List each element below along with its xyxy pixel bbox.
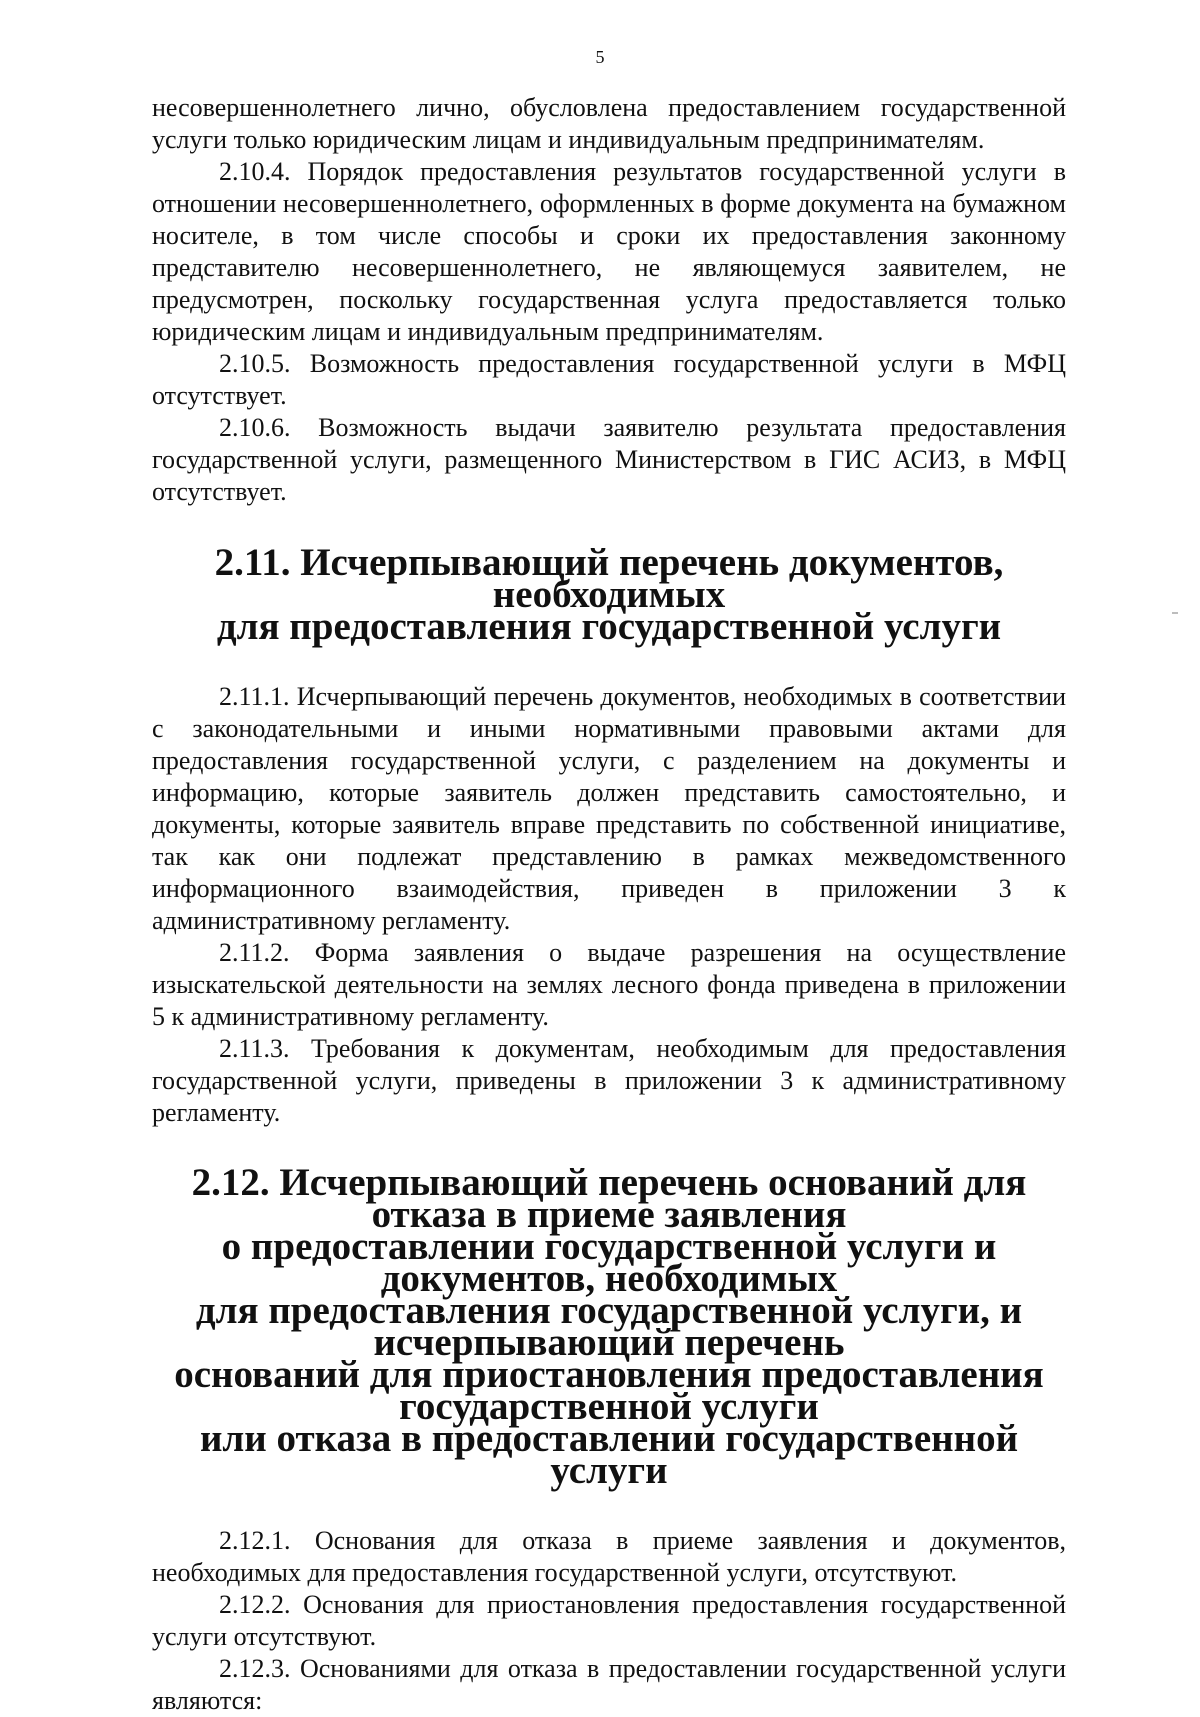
paragraph-2-10-4: 2.10.4. Порядок предоставления результатов государственной услуги в отношении несовершеннолетнего, оформленных в форме документа на бумажном носителе, в том числе способы и сроки их предоставления законному представителю несовершеннолетнего, не являющемуся заявителем, не предусмотрен, поскольку государственная услуга предоставляется только юридическим лицам и индивидуальным предпринимателям. (152, 157, 1066, 346)
paragraph-2-10-5: 2.10.5. Возможность предоставления государственной услуги в МФЦ отсутствует. (152, 349, 1066, 410)
section-heading-2-11-line-1: 2.11. Исчерпывающий перечень документов, необходимых (214, 541, 1004, 616)
paragraph-2-11-3: 2.11.3. Требования к документам, необходимым для предоставления государственной услуги, приведены в приложении 3 к административному регламенту. (152, 1034, 1066, 1127)
page-number: 5 (595, 47, 605, 67)
paragraph-continuation: несовершеннолетнего лично, обусловлена предоставлением государственной услуги только юридическим лицам и индивидуальным предпринимателям. (152, 93, 1066, 154)
section-heading-2-12-line-1: 2.12. Исчерпывающий перечень оснований для отказа в приеме заявления (191, 1161, 1027, 1236)
paragraph-2-12-1: 2.12.1. Основания для отказа в приеме заявления и документов, необходимых для предоставления государственной услуги, отсутствуют. (152, 1526, 1066, 1587)
paragraph-2-11-1: 2.11.1. Исчерпывающий перечень документов, необходимых в соответствии с законодательными и иными нормативными правовыми актами для предоставления государственной услуги, с разделением на документы и информацию, которые заявитель должен представить самостоятельно, и документы, которые заявитель вправе представить по собственной инициативе, так как они подлежат представлению в рамках межведомственного информационного взаимодействия, приведен в приложении 3 к административному регламенту. (152, 682, 1066, 935)
section-heading-2-11-line-2: для предоставления государственной услуги (216, 605, 1002, 648)
paragraph-2-12-2: 2.12.2. Основания для приостановления предоставления государственной услуги отсутствуют. (152, 1590, 1066, 1651)
section-heading-2-11 (152, 541, 1066, 648)
section-heading-2-12-line-3: для предоставления государственной услуги, и исчерпывающий перечень (195, 1289, 1023, 1364)
section-heading-2-12-line-2: о предоставлении государственной услуги и документов, необходимых (221, 1225, 997, 1300)
section-heading-2-12 (152, 1161, 1066, 1492)
paragraph-2-12-3: 2.12.3. Основаниями для отказа в предоставлении государственной услуги являются: (152, 1654, 1066, 1715)
paragraph-2-11-2: 2.11.2. Форма заявления о выдаче разрешения на осуществление изыскательской деятельности на землях лесного фонда приведена в приложении 5 к административному регламенту. (152, 938, 1066, 1031)
paragraph-2-10-6: 2.10.6. Возможность выдачи заявителю результата предоставления государственной услуги, размещенного Министерством в ГИС АСИЗ, в МФЦ отсутствует. (152, 413, 1066, 506)
scan-artifact-mark (1172, 612, 1178, 614)
document-body (152, 92, 1066, 1717)
section-heading-2-12-line-5: или отказа в предоставлении государственной услуги (199, 1417, 1019, 1492)
section-heading-2-12-line-4: оснований для приостановления предоставления государственной услуги (174, 1353, 1044, 1428)
